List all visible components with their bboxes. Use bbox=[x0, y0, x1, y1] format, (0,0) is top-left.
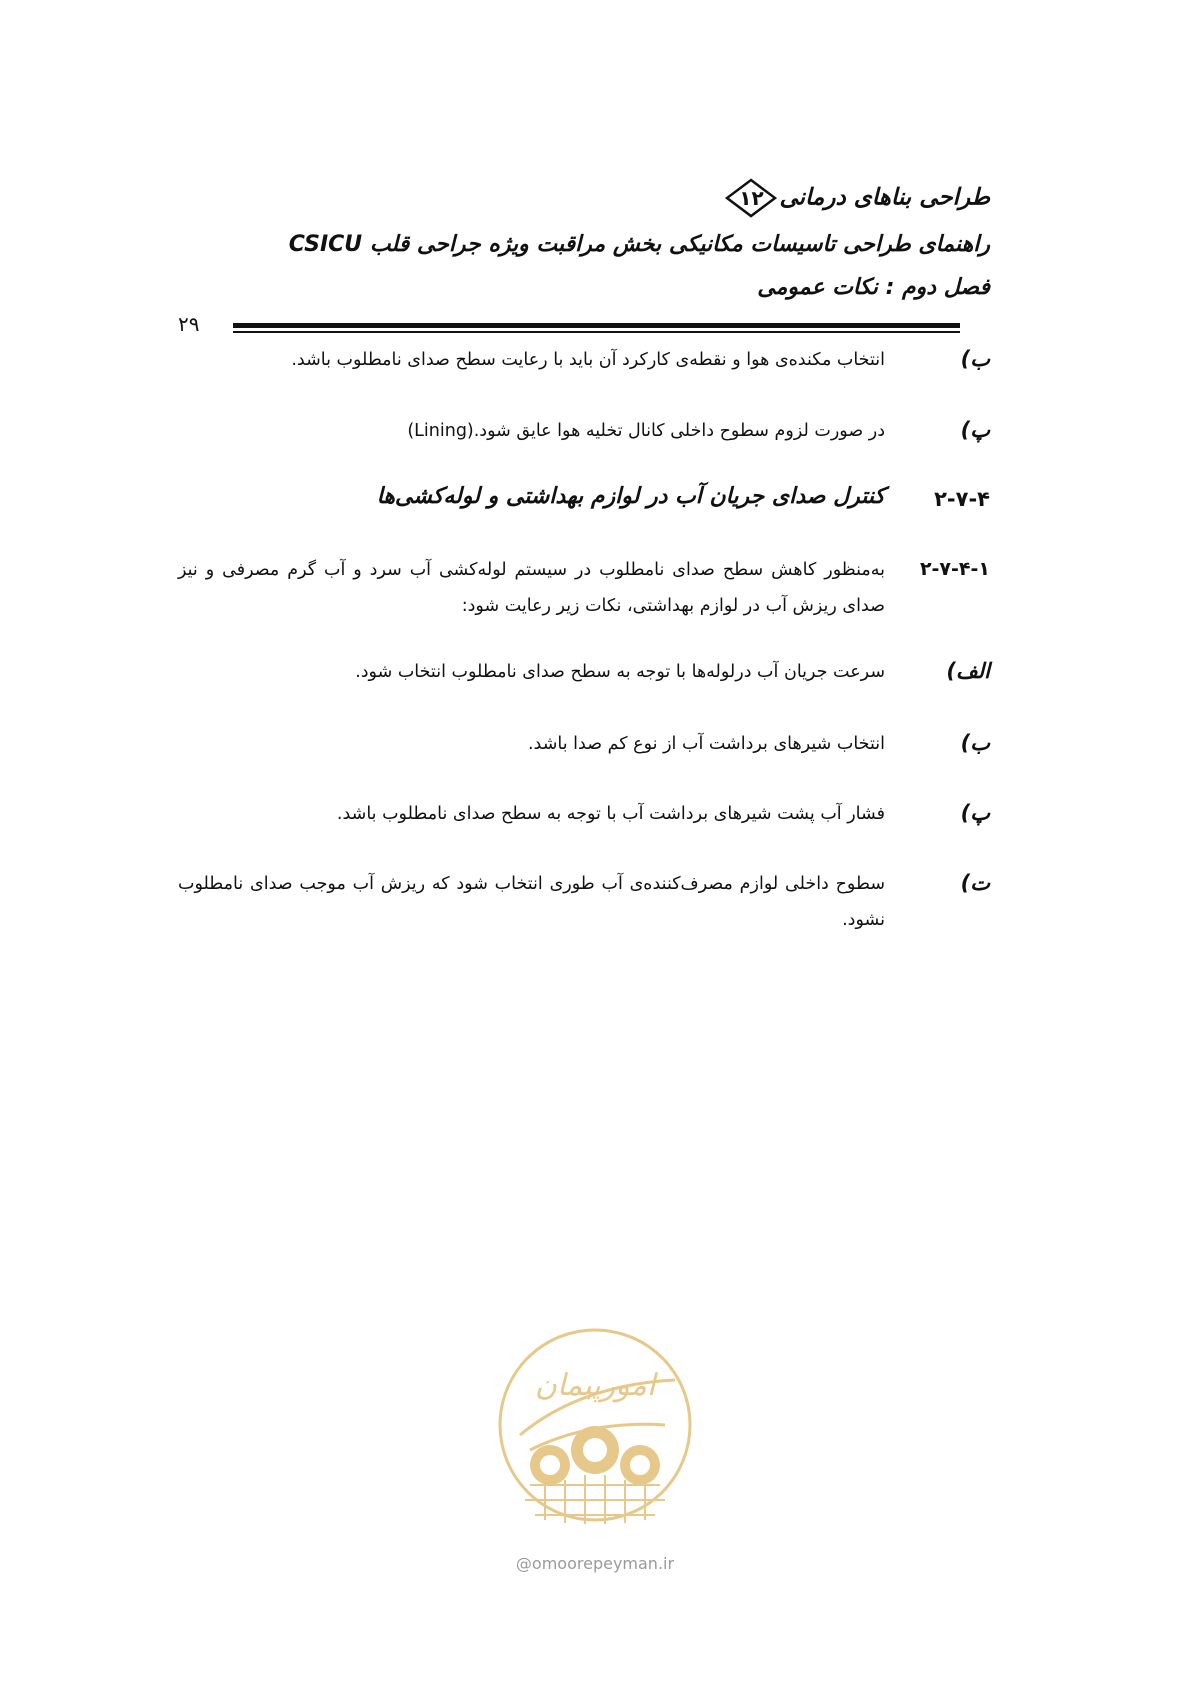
chapter-title: فصل دوم : نکات عمومی bbox=[757, 275, 990, 300]
subsection-number: ۲-۷-۴-۱ bbox=[919, 558, 990, 580]
subitem-text: انتخاب شیرهای برداشت آب از نوع کم صدا باشد. bbox=[527, 734, 885, 754]
watermark-logo bbox=[490, 1325, 700, 1525]
book-title bbox=[723, 178, 990, 218]
watermark-url: @omoorepeyman.ir bbox=[515, 1554, 675, 1573]
section-title: کنترل صدای جریان آب در لوازم بهداشتی و لوله‌کشی‌ها bbox=[376, 484, 885, 509]
subitem-text: سطوح داخلی لوازم مصرف‌کننده‌ی آب طوری انتخاب شود که ریزش آب موجب صدای نامطلوب نشود. bbox=[178, 874, 885, 930]
logo-text: امورپیمان bbox=[534, 1368, 656, 1403]
volume-number: ۱۲ bbox=[739, 186, 764, 210]
subitem-text: سرعت جریان آب درلوله‌ها با توجه به سطح صدای نامطلوب انتخاب شود. bbox=[355, 662, 885, 682]
book-title-text: طراحی بناهای درمانی bbox=[779, 184, 990, 211]
subitem-text: فشار آب پشت شیرهای برداشت آب با توجه به سطح صدای نامطلوب باشد. bbox=[336, 804, 885, 824]
subsection-text: به‌منظور کاهش سطح صدای نامطلوب در سیستم لوله‌کشی آب سرد و آب گرم مصرفی و نیز صدای ریزش آب در لوازم بهداشتی، نکات زیر رعایت شود: bbox=[178, 560, 885, 616]
subitem-marker: ب) bbox=[960, 731, 990, 755]
subitem-marker: الف) bbox=[946, 659, 990, 683]
item-marker: پ) bbox=[960, 418, 990, 442]
item-text: انتخاب مکنده‌ی هوا و نقطه‌ی کارکرد آن باید با رعایت سطح صدای نامطلوب باشد. bbox=[291, 350, 885, 370]
guide-title: راهنمای طراحی تاسیسات مکانیکی بخش مراقبت ویژه جراحی قلب CSICU bbox=[288, 232, 990, 257]
volume-badge bbox=[725, 178, 777, 218]
item-text: در صورت لزوم سطوح داخلی کانال تخلیه هوا عایق شود.(Lining) bbox=[407, 421, 885, 441]
item-marker: ب) bbox=[960, 347, 990, 371]
page-number: ۲۹ bbox=[178, 312, 200, 336]
subitem-marker: ت) bbox=[960, 871, 990, 895]
header-rule-thick bbox=[233, 323, 960, 328]
header-rule-thin bbox=[233, 331, 960, 333]
section-number: ۲-۷-۴ bbox=[934, 487, 990, 511]
omoorepeyman-seal-icon bbox=[490, 1325, 700, 1525]
subitem-marker: پ) bbox=[960, 801, 990, 825]
